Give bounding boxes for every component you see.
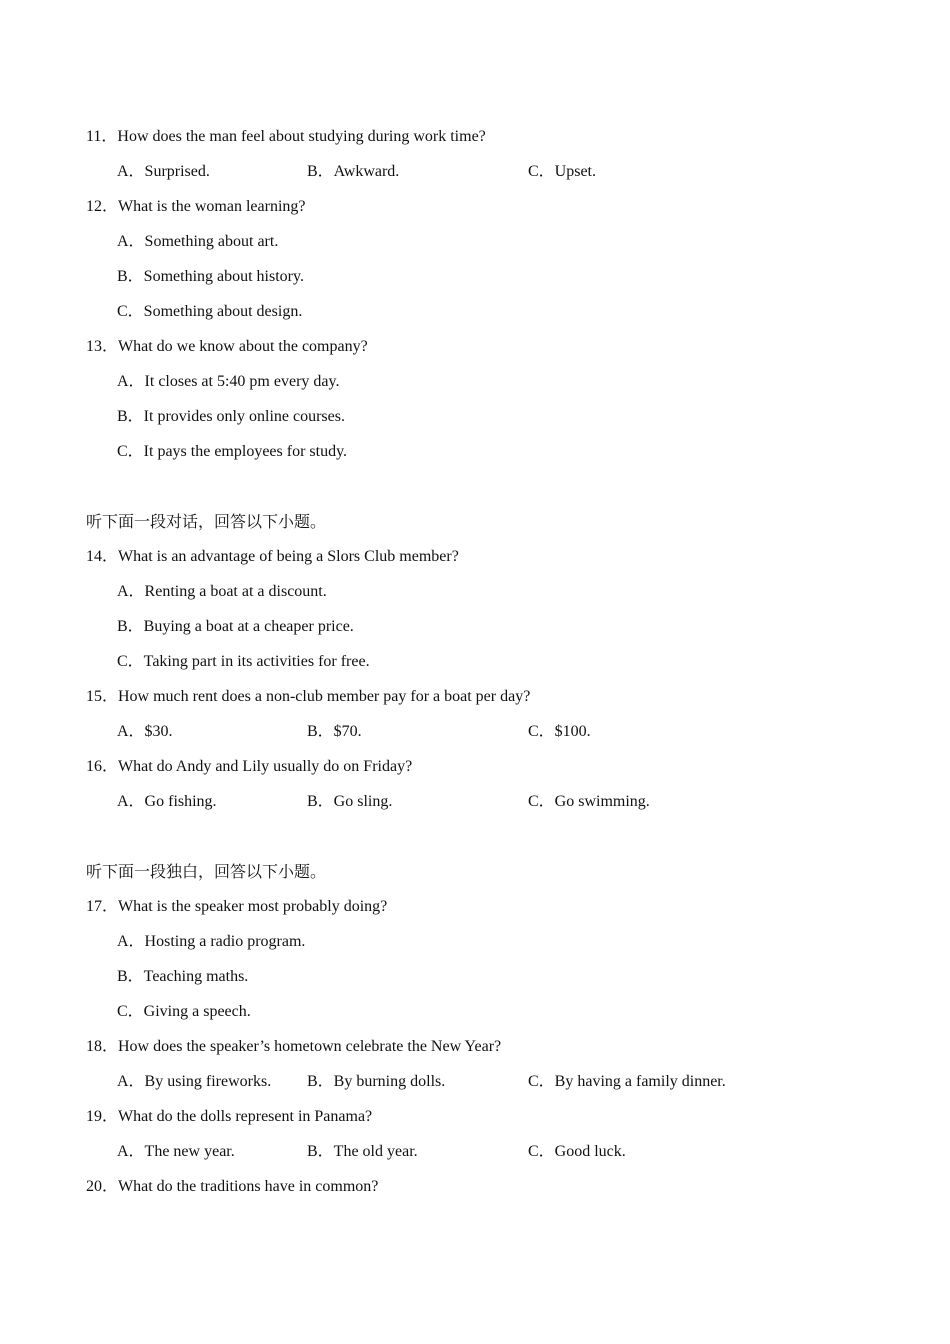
question-13-stem: 13．What do we know about the company? xyxy=(86,338,368,355)
question-16-option-b[interactable]: B．Go sling. xyxy=(307,793,393,810)
question-14-stem: 14．What is an advantage of being a Slors Club member? xyxy=(86,548,459,565)
question-15-option-c[interactable]: C．$100. xyxy=(528,723,591,740)
question-12-option-c[interactable]: C．Something about design. xyxy=(117,303,303,320)
question-12-stem: 12．What is the woman learning? xyxy=(86,198,306,215)
question-14-option-b[interactable]: B．Buying a boat at a cheaper price. xyxy=(117,618,354,635)
question-11-option-b[interactable]: B．Awkward. xyxy=(307,163,400,180)
question-13-option-b[interactable]: B．It provides only online courses. xyxy=(117,408,345,425)
question-19-stem: 19．What do the dolls represent in Panama? xyxy=(86,1108,373,1125)
section-heading-dialog: 听下面一段对话，回答以下小题。 xyxy=(86,514,327,531)
question-18-stem: 18．How does the speaker’s hometown celebrate the New Year? xyxy=(86,1038,502,1055)
question-17-stem: 17．What is the speaker most probably doing? xyxy=(86,898,388,915)
question-19-option-a[interactable]: A．The new year. xyxy=(117,1143,235,1160)
question-14-option-a[interactable]: A．Renting a boat at a discount. xyxy=(117,583,327,600)
question-16-option-a[interactable]: A．Go fishing. xyxy=(117,793,217,810)
question-13-option-c[interactable]: C．It pays the employees for study. xyxy=(117,443,348,460)
question-11-option-c[interactable]: C．Upset. xyxy=(528,163,597,180)
question-18-option-a[interactable]: A．By using fireworks. xyxy=(117,1073,272,1090)
question-19-option-c[interactable]: C．Good luck. xyxy=(528,1143,626,1160)
question-15-option-a[interactable]: A．$30. xyxy=(117,723,173,740)
question-11-option-a[interactable]: A．Surprised. xyxy=(117,163,210,180)
question-13-option-a[interactable]: A．It closes at 5:40 pm every day. xyxy=(117,373,340,390)
question-18-option-b[interactable]: B．By burning dolls. xyxy=(307,1073,446,1090)
question-20-stem: 20．What do the traditions have in common? xyxy=(86,1178,379,1195)
question-17-option-a[interactable]: A．Hosting a radio program. xyxy=(117,933,306,950)
section-heading-monologue: 听下面一段独白，回答以下小题。 xyxy=(86,864,327,881)
question-15-option-b[interactable]: B．$70. xyxy=(307,723,362,740)
question-18-option-c[interactable]: C．By having a family dinner. xyxy=(528,1073,726,1090)
question-15-stem: 15．How much rent does a non-club member pay for a boat per day? xyxy=(86,688,531,705)
question-19-option-b[interactable]: B．The old year. xyxy=(307,1143,418,1160)
question-14-option-c[interactable]: C．Taking part in its activities for free. xyxy=(117,653,370,670)
question-17-option-b[interactable]: B．Teaching maths. xyxy=(117,968,249,985)
question-17-option-c[interactable]: C．Giving a speech. xyxy=(117,1003,251,1020)
question-12-option-a[interactable]: A．Something about art. xyxy=(117,233,279,250)
question-11-stem: 11．How does the man feel about studying during work time? xyxy=(86,128,486,145)
question-16-stem: 16．What do Andy and Lily usually do on Friday? xyxy=(86,758,413,775)
question-12-option-b[interactable]: B．Something about history. xyxy=(117,268,304,285)
question-16-option-c[interactable]: C．Go swimming. xyxy=(528,793,650,810)
